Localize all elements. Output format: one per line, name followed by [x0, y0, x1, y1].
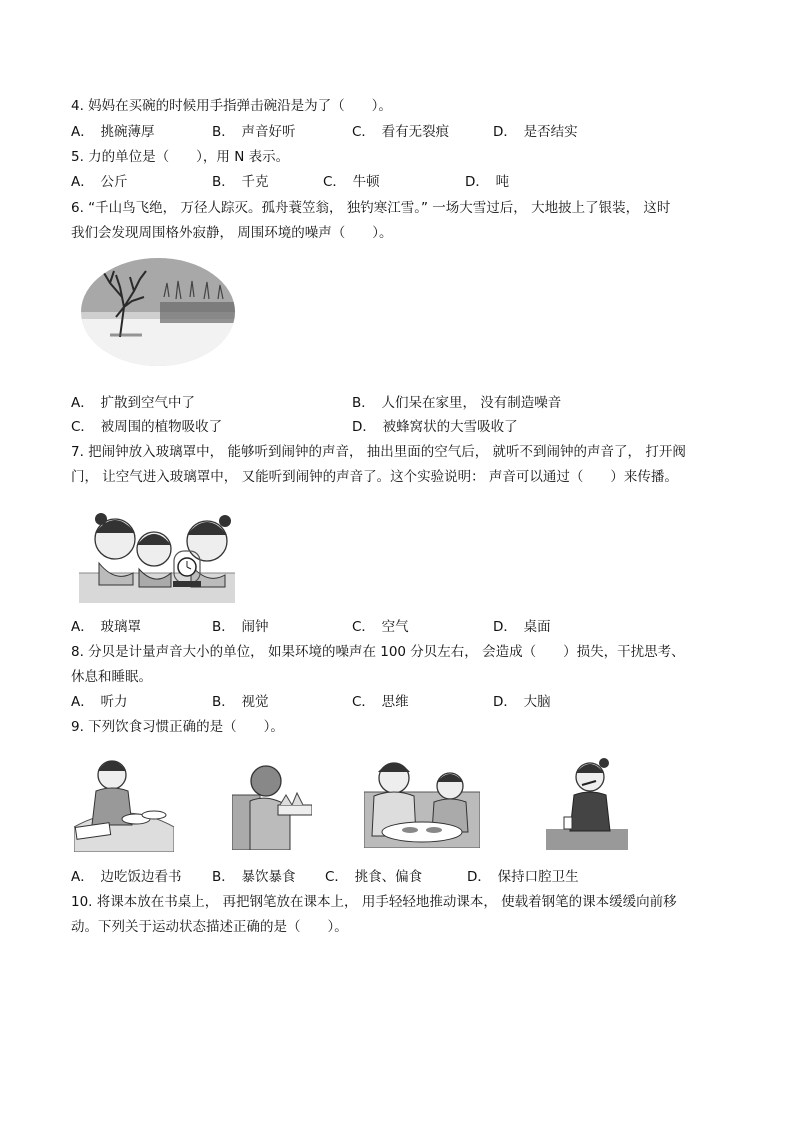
q9-option-b: B． 暴饮暴食: [212, 869, 296, 885]
q8-option-c: C． 思维: [352, 694, 409, 710]
question-7-stem-line1: 7. 把闹钟放入玻璃罩中， 能够听到闹钟的声音， 抽出里面的空气后， 就听不到闹钟的声音了， 打开阀: [71, 444, 686, 460]
q5-option-b: B． 千克: [212, 174, 269, 190]
question-8-stem-line2: 休息和睡眠。: [71, 669, 152, 685]
children-listening-clock-image: [79, 503, 235, 603]
q4-option-b: B． 声音好听: [212, 124, 296, 140]
snow-tree-image: [80, 257, 236, 367]
q6-option-d: D． 被蜂窝状的大雪吸收了: [352, 419, 518, 435]
question-7-stem-line2: 门， 让空气进入玻璃罩中， 又能听到闹钟的声音了。这个实验说明： 声音可以通过（ ）来传播。: [71, 469, 678, 485]
question-6-stem-line2: 我们会发现周围格外寂静， 周围环境的噪声（ ）。: [71, 225, 393, 241]
question-4-stem: 4. 妈妈在买碗的时候用手指弹击碗沿是为了（ ）。: [71, 98, 392, 114]
picky-eating-image: [364, 756, 480, 848]
q9-option-c: C． 挑食、偏食: [325, 869, 423, 885]
q8-option-b: B． 视觉: [212, 694, 269, 710]
q4-option-c: C． 看有无裂痕: [352, 124, 450, 140]
q7-option-b: B． 闹钟: [212, 619, 269, 635]
q6-option-a: A． 扩散到空气中了: [71, 395, 195, 411]
q5-option-c: C． 牛顿: [323, 174, 380, 190]
question-8-stem-line1: 8. 分贝是计量声音大小的单位， 如果环境的噪声在 100 分贝左右， 会造成（ ）损失，干扰思考、: [71, 644, 685, 660]
question-10-stem-line1: 10. 将课本放在书桌上， 再把钢笔放在课本上， 用手轻轻地推动课本， 使载着钢笔的课本缓缓向前移: [71, 894, 677, 910]
question-10-stem-line2: 动。下列关于运动状态描述正确的是（ ）。: [71, 919, 348, 935]
q9-option-a: A． 边吃饭边看书: [71, 869, 182, 885]
question-9-stem: 9. 下列饮食习惯正确的是（ ）。: [71, 719, 284, 735]
q4-option-a: A． 挑碗薄厚: [71, 124, 155, 140]
q7-option-c: C． 空气: [352, 619, 409, 635]
q5-option-a: A． 公斤: [71, 174, 128, 190]
question-6-stem-line1: 6. “千山鸟飞绝， 万径人踪灭。孤舟蓑笠翁， 独钓寒江雪。” 一场大雪过后， 大地披上了银装， 这时: [71, 200, 671, 216]
q9-option-d: D． 保持口腔卫生: [467, 869, 579, 885]
overeating-image: [232, 755, 312, 850]
q7-option-d: D． 桌面: [493, 619, 551, 635]
q8-option-a: A． 听力: [71, 694, 128, 710]
q7-option-a: A． 玻璃罩: [71, 619, 141, 635]
q5-option-d: D． 吨: [465, 174, 510, 190]
q4-option-d: D． 是否结实: [493, 124, 578, 140]
question-5-stem: 5. 力的单位是（ ），用 N 表示。: [71, 149, 290, 165]
q8-option-d: D． 大脑: [493, 694, 551, 710]
q6-option-c: C． 被周围的植物吸收了: [71, 419, 223, 435]
q6-option-b: B． 人们呆在家里， 没有制造噪音: [352, 395, 562, 411]
tooth-brushing-image: [546, 755, 628, 850]
eating-while-reading-image: [74, 747, 174, 852]
